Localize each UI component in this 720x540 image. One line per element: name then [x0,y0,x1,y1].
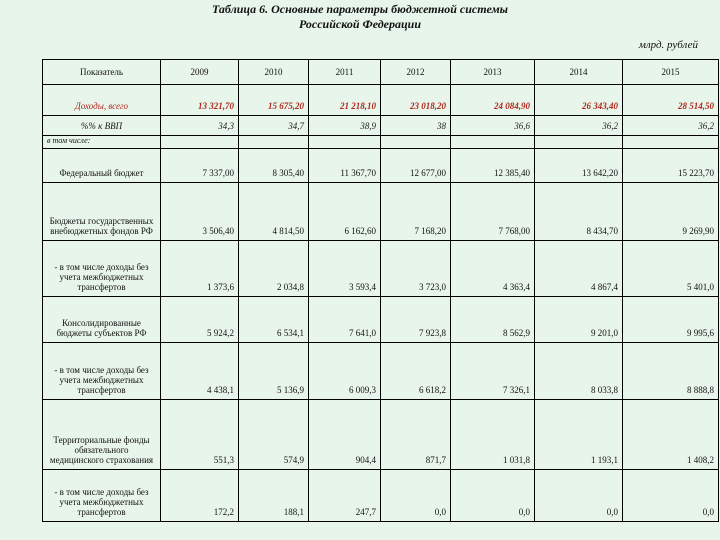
cell: 0,0 [535,470,623,522]
cell: 23 018,20 [381,85,451,116]
cell: 9 995,6 [623,297,719,343]
header-year: 2010 [239,60,309,85]
table-row [43,297,719,343]
cell: 12 385,40 [451,149,535,183]
header-year: 2014 [535,60,623,85]
cell: 15 223,70 [623,149,719,183]
cell: 5 136,9 [239,343,309,400]
cell: 4 438,1 [161,343,239,400]
cell: 4 363,4 [451,241,535,297]
table-row [43,241,719,297]
header-year: 2013 [451,60,535,85]
cell: 172,2 [161,470,239,522]
subheading-row [43,136,719,149]
cell: 38 [381,116,451,136]
table-row [43,470,719,522]
table-title [0,2,720,32]
row-label: Территориальные фонды обязательного медицинского страхования [43,400,161,470]
cell: 3 506,40 [161,183,239,241]
cell: 8 562,9 [451,297,535,343]
cell: 7 923,8 [381,297,451,343]
cell: 9 201,0 [535,297,623,343]
cell: 247,7 [309,470,381,522]
cell: 8 033,8 [535,343,623,400]
row-label: Консолидированные бюджеты субъектов РФ [43,297,161,343]
cell: 36,6 [451,116,535,136]
cell: 6 534,1 [239,297,309,343]
row-label: %% к ВВП [43,116,161,136]
cell: 4 814,50 [239,183,309,241]
header-year: 2009 [161,60,239,85]
row-label: - в том числе доходы без учета межбюджетных трансфертов [43,241,161,297]
cell: 24 084,90 [451,85,535,116]
cell: 7 768,00 [451,183,535,241]
header-label: Показатель [43,60,161,85]
cell: 8 305,40 [239,149,309,183]
cell: 574,9 [239,400,309,470]
cell: 26 343,40 [535,85,623,116]
header-year: 2015 [623,60,719,85]
cell: 3 593,4 [309,241,381,297]
cell: 21 218,10 [309,85,381,116]
row-label: Доходы, всего [43,85,161,116]
cell: 551,3 [161,400,239,470]
cell: 13 321,70 [161,85,239,116]
title-line-1: Таблица 6. Основные параметры бюджетной системы [211,2,509,16]
row-label: - в том числе доходы без учета межбюджетных трансфертов [43,343,161,400]
cell: 4 867,4 [535,241,623,297]
table-row [43,400,719,470]
table-row [43,149,719,183]
cell: 28 514,50 [623,85,719,116]
title-line-2: Российской Федерации [298,17,422,31]
cell: 36,2 [623,116,719,136]
cell: 3 723,0 [381,241,451,297]
row-label: - в том числе доходы без учета межбюджетных трансфертов [43,470,161,522]
cell: 7 337,00 [161,149,239,183]
cell: 5 924,2 [161,297,239,343]
cell: 38,9 [309,116,381,136]
subheading-label: в том числе: [43,136,161,149]
cell: 6 162,60 [309,183,381,241]
cell: 0,0 [381,470,451,522]
cell: 8 888,8 [623,343,719,400]
cell: 6 618,2 [381,343,451,400]
cell: 7 641,0 [309,297,381,343]
cell: 1 031,8 [451,400,535,470]
cell: 0,0 [623,470,719,522]
cell: 34,7 [239,116,309,136]
table-row [43,85,719,116]
cell: 7 326,1 [451,343,535,400]
cell: 8 434,70 [535,183,623,241]
cell: 1 193,1 [535,400,623,470]
header-row [43,60,719,85]
cell: 1 408,2 [623,400,719,470]
cell: 2 034,8 [239,241,309,297]
table-row [43,343,719,400]
cell: 34,3 [161,116,239,136]
cell: 15 675,20 [239,85,309,116]
cell: 188,1 [239,470,309,522]
units-label: млрд. рублей [638,39,698,51]
row-label: Бюджеты государственных внебюджетных фондов РФ [43,183,161,241]
cell: 12 677,00 [381,149,451,183]
cell: 6 009,3 [309,343,381,400]
header-year: 2011 [309,60,381,85]
cell: 7 168,20 [381,183,451,241]
row-label: Федеральный бюджет [43,149,161,183]
cell: 13 642,20 [535,149,623,183]
cell: 904,4 [309,400,381,470]
header-year: 2012 [381,60,451,85]
cell: 0,0 [451,470,535,522]
cell: 871,7 [381,400,451,470]
cell: 1 373,6 [161,241,239,297]
cell: 11 367,70 [309,149,381,183]
cell: 9 269,90 [623,183,719,241]
table-row [43,116,719,136]
cell: 5 401,0 [623,241,719,297]
cell: 36,2 [535,116,623,136]
table-row [43,183,719,241]
budget-table [42,59,719,522]
